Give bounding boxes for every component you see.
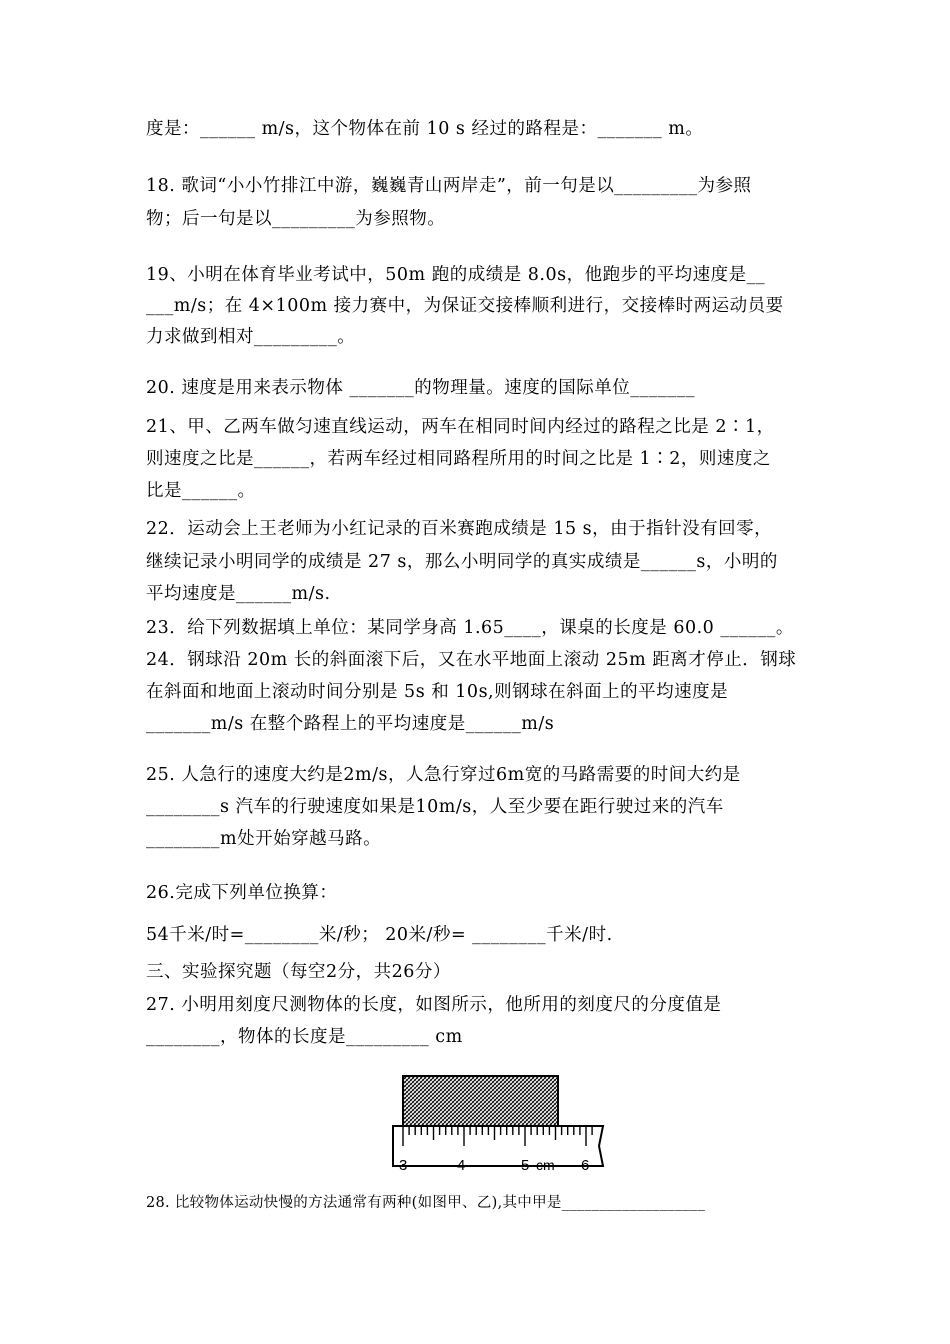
text-line-q24-b: 在斜面和地面上滚动时间分别是 5s 和 10s,则钢球在斜面上的平均速度是 [146, 682, 729, 702]
text-line-q21-b: 则速度之比是______，若两车经过相同路程所用的时间之比是 1∶2，则速度之 [146, 449, 771, 469]
text-line-q18-a: 18. 歌词“小小竹排江中游，巍巍青山两岸走”，前一句是以_________为参照 [146, 176, 752, 196]
text-line-q20: 20. 速度是用来表示物体 _______的物理量。速度的国际单位_______ [146, 378, 695, 398]
ruler-label-5: 5 [521, 1157, 530, 1174]
ruler-label-6: 6 [581, 1157, 590, 1174]
text-line-q19-c: 力求做到相对_________。 [146, 327, 356, 347]
text-line-q22-c: 平均速度是______m/s. [146, 584, 331, 604]
text-line-q21-a: 21、甲、乙两车做匀速直线运动，两车在相同时间内经过的路程之比是 2∶1， [146, 417, 775, 437]
ruler-label-3: 3 [399, 1157, 408, 1174]
ruler-label-4: 4 [457, 1157, 466, 1174]
text-line-q27-a: 27. 小明用刻度尺测物体的长度，如图所示，他所用的刻度尺的分度值是 [146, 995, 722, 1015]
text-line-q23: 23．给下列数据填上单位：某同学身高 1.65____，课桌的长度是 60.0 ______。 [146, 618, 794, 638]
text-line-q27-b: ________，物体的长度是_________ cm [146, 1027, 463, 1047]
text-line-q25-c: ________m处开始穿越马路。 [146, 829, 382, 849]
measured-object [403, 1076, 558, 1126]
text-line-q22-a: 22．运动会上王老师为小红记录的百米赛跑成绩是 15 s，由于指针没有回零， [146, 519, 773, 539]
text-line-q25-b: ________s 汽车的行驶速度如果是10m/s，人至少要在距行驶过来的汽车 [146, 797, 724, 817]
text-line-q24-c: _______m/s 在整个路程上的平均速度是______m/s [146, 714, 555, 734]
text-line-q26-title: 26.完成下列单位换算： [146, 883, 338, 903]
text-line-q28: 28. 比较物体运动快慢的方法通常有两种(如图甲、乙),其中甲是___________________ [146, 1195, 706, 1211]
ruler-body [393, 1126, 603, 1166]
text-line-q17-end: 度是：______ m/s，这个物体在前 10 s 经过的路程是：_______ m。 [146, 119, 704, 139]
text-line-q19-a: 19、小明在体育毕业考试中，50m 跑的成绩是 8.0s，他跑步的平均速度是__ [146, 265, 766, 285]
text-line-q19-b: ___m/s；在 4×100m 接力赛中，为保证交接棒顺利进行，交接棒时两运动员要 [146, 296, 784, 316]
text-line-q22-b: 继续记录小明同学的成绩是 27 s，那么小明同学的真实成绩是______s，小明的 [146, 552, 778, 572]
ruler-label-unit: cm [536, 1157, 555, 1173]
text-line-q21-c: 比是______。 [146, 481, 256, 501]
text-line-q18-b: 物；后一句是以_________为参照物。 [146, 209, 446, 229]
text-line-q26-body: 54千米/时=________米/秒； 20米/秒= ________千米/时. [146, 925, 613, 945]
ruler-figure [385, 1074, 610, 1174]
text-line-q24-a: 24．钢球沿 20m 长的斜面滚下后，又在水平地面上滚动 25m 距离才停止．钢球 [146, 650, 797, 670]
section-heading-experiment: 三、实验探究题（每空2分，共26分） [146, 962, 451, 982]
text-line-q25-a: 25. 人急行的速度大约是2m/s，人急行穿过6m宽的马路需要的时间大约是 [146, 765, 741, 785]
